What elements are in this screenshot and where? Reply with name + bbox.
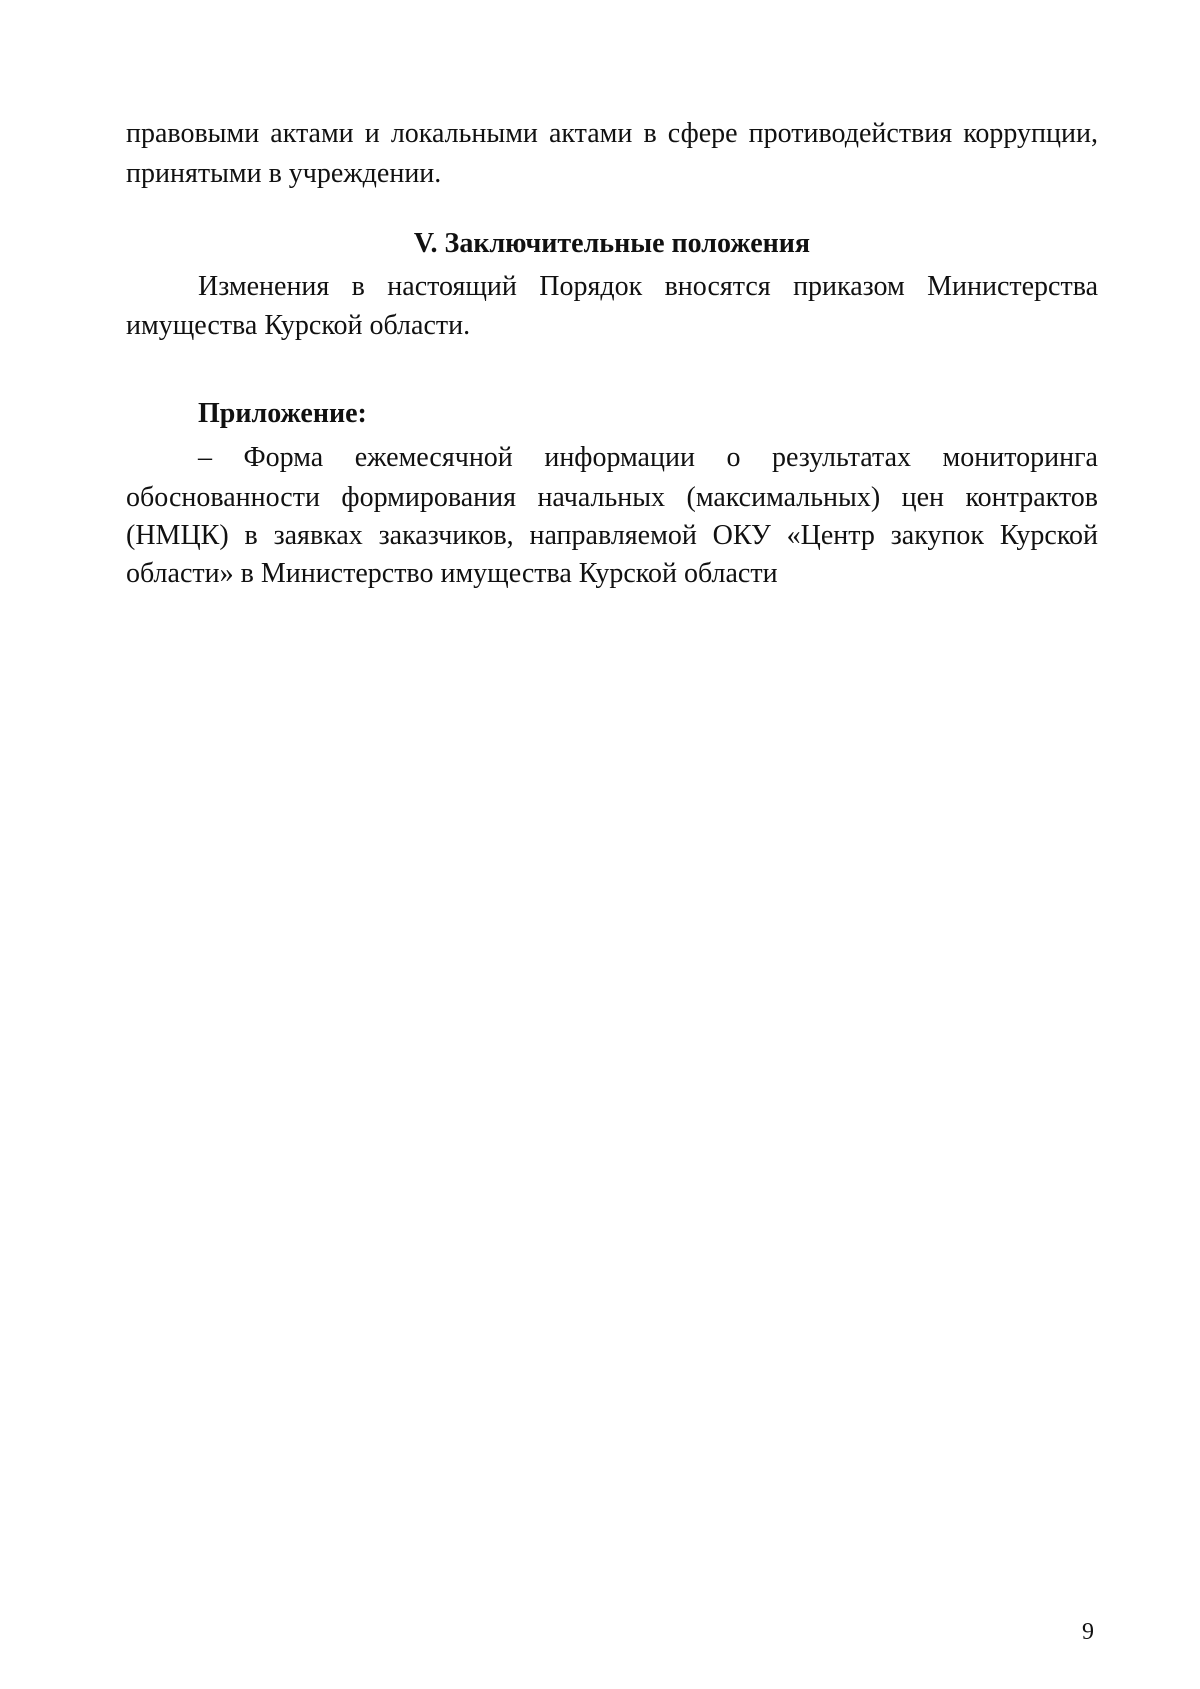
- intro-line-2: принятыми в учреждении.: [126, 158, 442, 189]
- intro-line-1: правовыми актами и локальными актами в сфере противодействия коррупции,: [126, 118, 1098, 149]
- section-paragraph-line-2: имущества Курской области.: [126, 310, 471, 341]
- section-paragraph-line-1: Изменения в настоящий Порядок вносятся приказом Министерства: [198, 271, 1098, 302]
- section-heading: V. Заключительные положения: [413, 228, 811, 259]
- appendix-heading: Приложение:: [198, 398, 367, 429]
- appendix-item-line-1: – Форма ежемесячной информации о результатах мониторинга: [198, 442, 1098, 473]
- appendix-item-line-2: обоснованности формирования начальных (максимальных) цен контрактов: [126, 482, 1098, 513]
- page-number: 9: [1082, 1619, 1094, 1645]
- appendix-item-line-4: области» в Министерство имущества Курской области: [126, 558, 778, 589]
- appendix-item-line-3: (НМЦК) в заявках заказчиков, направляемой ОКУ «Центр закупок Курской: [126, 520, 1098, 551]
